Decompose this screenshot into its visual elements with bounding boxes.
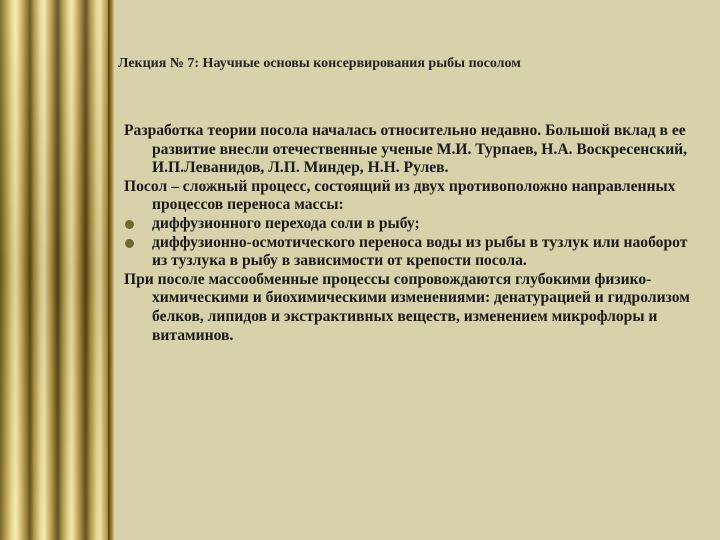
bullet-dot-icon [125,239,134,248]
bullet-item [124,234,704,271]
paragraph-changes: При посоле массообменные процессы сопровождаются глубокими физико-химическими и биохимическими изменениями: денатурацией и гидролизом белков, липидов и экстрактивных веществ, изменением микрофлоры и витаминов. [124,270,690,344]
slide-title: Лекция № 7: Научные основы консервирования рыбы посолом [118,56,521,71]
bullet-text: диффузионного перехода соли в рыбу; [152,214,420,232]
paragraph-history: Разработка теории посола началась относительно недавно. Большой вклад в ее развитие внесли отечественные ученые М.И. Турпаев, Н.А. Воскресенский, И.П.Леванидов, Л.П. Миндер, Н.Н. Рулев. [124,122,688,177]
bullet-text: диффузионно-осмотического переноса воды из рыбы в тузлук или наоборот из тузлука в рыбу в зависимости от крепости посола. [152,233,688,270]
pillar-edge [108,0,114,540]
pillar-shading [0,0,112,540]
bullet-item [124,215,704,234]
slide-body [124,122,704,345]
paragraph-definition: Посол – сложный процесс, состоящий из двух противоположно направленных процессов переноса массы: [124,177,676,214]
bullet-dot-icon [125,220,134,229]
